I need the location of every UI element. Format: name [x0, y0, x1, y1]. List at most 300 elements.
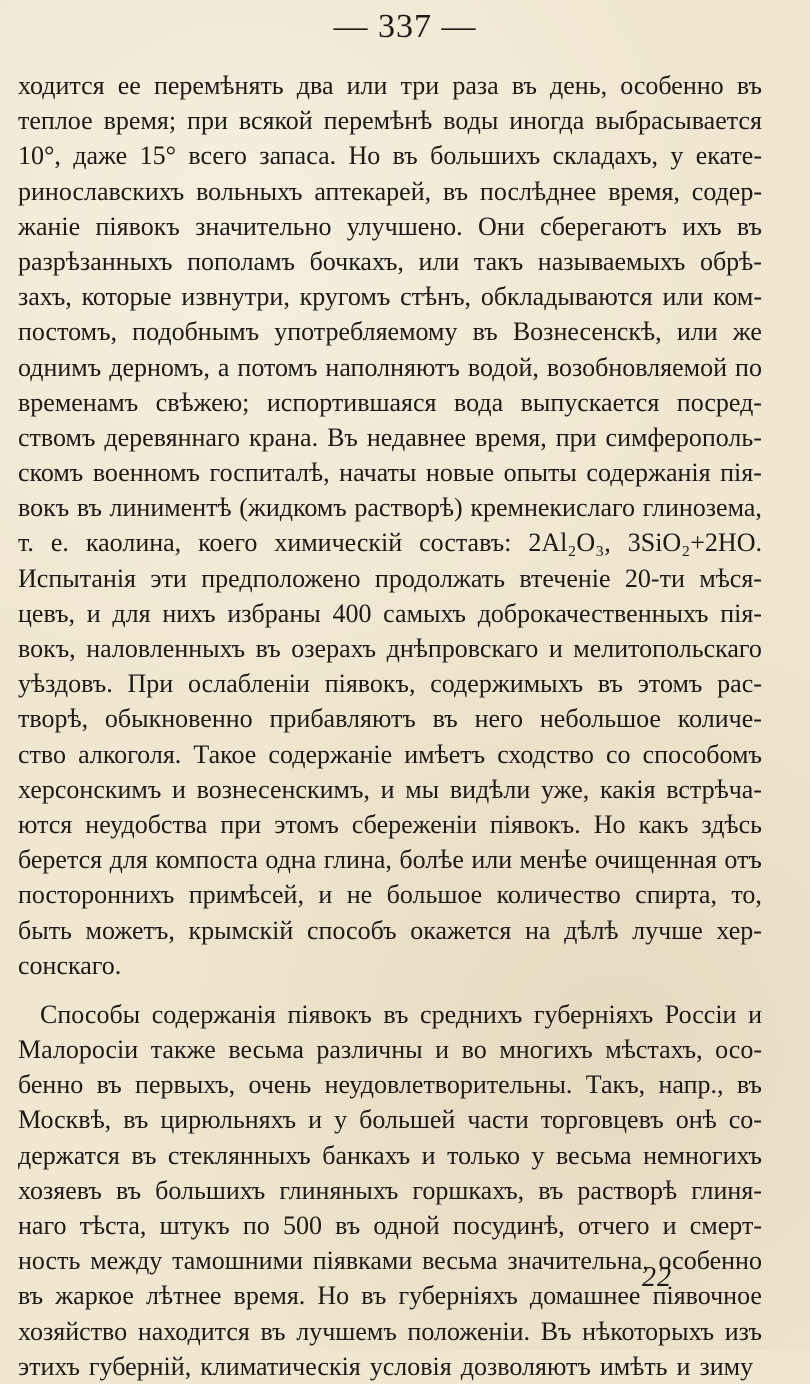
word: называемыхъ [537, 246, 686, 276]
word: сходство [497, 739, 594, 769]
word: 400 [332, 598, 372, 628]
word: цирюльняхъ [160, 1105, 297, 1135]
word: берется [18, 845, 103, 875]
word: этомъ [637, 669, 703, 699]
text-line [18, 314, 762, 349]
word: ослабленіи [188, 669, 310, 699]
word: піявочное [652, 1281, 762, 1311]
word: въ [260, 1316, 286, 1346]
word: хозяйство [18, 1316, 128, 1346]
word: первыхъ, [135, 1070, 236, 1100]
word: деревяннаго [104, 422, 240, 452]
text-line [18, 596, 762, 631]
word: какія [599, 774, 656, 804]
word: Но [593, 809, 626, 839]
word: глина, [323, 845, 392, 875]
page-number: — 337 — [333, 8, 477, 45]
word: ком- [713, 282, 762, 312]
word: наловленныхъ [86, 634, 246, 663]
word: пополамъ [187, 246, 295, 276]
word: лучшемъ [296, 1316, 397, 1346]
word: неудовлетворительны. [324, 1070, 573, 1100]
text-line [18, 842, 762, 877]
word: постороннихъ [18, 880, 175, 910]
word: же [732, 317, 762, 347]
text-line [18, 490, 762, 525]
word: напр., [658, 1070, 724, 1100]
word: и [318, 880, 333, 910]
word: то, [731, 880, 762, 910]
word: у [531, 1140, 545, 1170]
word: Въ [327, 422, 358, 452]
word: примѣсей, [188, 880, 304, 910]
word: и [380, 774, 395, 804]
word: и [662, 1211, 677, 1240]
word: немногихъ [643, 1140, 762, 1170]
word: также [150, 1035, 216, 1065]
word: пія- [720, 598, 762, 628]
word: весьма [422, 1246, 498, 1276]
word: всего [188, 141, 247, 171]
word: (жидкомъ [239, 493, 347, 523]
word: болѣе [399, 845, 464, 875]
word: каолина, [85, 528, 182, 558]
word: въ [18, 1281, 44, 1311]
word: Такое [193, 739, 257, 769]
word: быть [18, 915, 72, 945]
word: лучше [632, 915, 703, 945]
word: озерахъ [291, 634, 377, 663]
word: мелитопольскаго [573, 634, 762, 663]
word: онѣ [675, 1105, 717, 1135]
word: или [418, 246, 460, 276]
word: по [735, 352, 762, 382]
word: доброкачественныхъ [477, 598, 709, 628]
text-paragraphs [18, 68, 762, 1384]
text-line [18, 701, 762, 736]
paragraph [18, 68, 762, 983]
paragraph [18, 997, 762, 1384]
word: запаса. [259, 141, 337, 171]
text-line [18, 1032, 762, 1067]
word: въ [335, 1211, 361, 1240]
word: въ [538, 1175, 564, 1205]
word: піявокъ, [324, 669, 416, 699]
word: творѣ, [18, 704, 89, 734]
word: уже, [540, 774, 590, 804]
word: условія [369, 1351, 452, 1381]
word: Испытанія [18, 563, 137, 593]
word: спирта, [635, 880, 717, 910]
word: него [474, 704, 524, 734]
text-line [18, 68, 762, 103]
word: встрѣча- [666, 774, 762, 804]
word: глиня- [691, 1175, 762, 1205]
word: улучшено. [346, 211, 463, 241]
text-line [18, 138, 762, 173]
word: посред- [676, 387, 762, 417]
word: ются [18, 809, 73, 839]
word: при [220, 809, 262, 839]
word: только [447, 1140, 520, 1170]
word: дѣлѣ [564, 915, 619, 945]
word: большей [359, 1105, 456, 1135]
word: алкоголя. [78, 739, 182, 769]
word: среднихъ [420, 999, 523, 1029]
word: губерній, [88, 1351, 192, 1381]
word: лѣтнее [145, 1281, 222, 1311]
word: уѣздовъ. [18, 669, 113, 699]
word: Такъ, [585, 1070, 646, 1100]
word: Но [317, 1281, 350, 1311]
word: Москвѣ, [18, 1105, 112, 1135]
word: дозволяютъ [460, 1351, 591, 1381]
word: значительна, [507, 1246, 649, 1276]
word: способъ [306, 915, 397, 945]
word: для [109, 845, 148, 875]
word: время, [608, 176, 680, 206]
text-line [18, 455, 762, 490]
word: особенно [620, 71, 724, 100]
word: время, [475, 422, 547, 452]
word: нихъ [162, 598, 216, 628]
word: Они [478, 211, 525, 241]
word: при [187, 106, 228, 136]
word: которые [81, 282, 172, 312]
text-line [18, 209, 762, 244]
word: подобнымъ [132, 317, 260, 347]
word: линиментѣ [109, 493, 232, 523]
word: во [461, 1035, 487, 1065]
word: въ [383, 999, 409, 1029]
word: 15° [139, 141, 176, 171]
word: очищенная [594, 845, 717, 875]
word: предположено [201, 563, 361, 593]
word: сберегаютъ [539, 211, 667, 241]
word: губерніяхъ [398, 1281, 518, 1311]
word: свѣжею; [155, 387, 250, 417]
word: положеніи. [407, 1316, 531, 1346]
word: воды [443, 106, 499, 136]
word: отчего [577, 1211, 650, 1240]
word: и [308, 1105, 323, 1135]
word: выбрасывается [595, 106, 762, 136]
word: не [346, 880, 373, 910]
word: содержанія [151, 999, 276, 1029]
word: одной [373, 1211, 440, 1240]
word: цевъ, [18, 598, 76, 628]
word: сбереженіи [351, 809, 477, 839]
word: употребляемому [274, 317, 458, 347]
word: т. [18, 528, 34, 558]
text-line [18, 877, 762, 912]
word: вольныхъ [196, 176, 303, 206]
word: а [217, 352, 230, 382]
signature-mark: 22 [642, 1262, 672, 1293]
page-body [18, 68, 762, 1384]
word: наполняютъ [325, 352, 460, 382]
word: скомъ [18, 458, 84, 488]
word: обрѣ- [699, 246, 762, 276]
text-line [18, 1349, 762, 1384]
word: днѣпровскаго [386, 634, 539, 663]
word: е. [50, 528, 69, 558]
word: бенно [18, 1070, 84, 1100]
word: или [676, 317, 718, 347]
word: и [748, 999, 762, 1029]
word: піявокъ [95, 211, 180, 241]
word: нѣкоторыхъ [582, 1316, 715, 1346]
text-line [18, 279, 762, 314]
word: потомъ [237, 352, 318, 382]
word: постомъ, [18, 317, 118, 347]
word: мѣстахъ, [605, 1035, 703, 1065]
word: количество [496, 880, 621, 910]
word: крана. [248, 422, 319, 452]
word: содержимыхъ [430, 669, 584, 699]
word: продолжать [374, 563, 505, 593]
word: видѣли [449, 774, 531, 804]
word: перемѣнѣ [323, 106, 433, 136]
text-line [18, 807, 762, 842]
word: 2Al₂O₃, [528, 528, 611, 558]
word: перемѣнять [153, 71, 284, 100]
word: крымскій [188, 915, 294, 945]
word: количе- [677, 704, 762, 734]
word: значительно [195, 211, 332, 241]
word: рас- [717, 669, 762, 699]
word: окажется [410, 915, 512, 945]
word: и [548, 634, 563, 663]
word: губерніяхъ [533, 999, 654, 1029]
word: здѣсь [701, 809, 762, 839]
word: новые [425, 458, 495, 488]
text-line [18, 174, 762, 209]
word: этихъ [18, 1351, 80, 1381]
text-line [18, 525, 762, 560]
word: разрѣзанныхъ [18, 246, 173, 276]
word: жаркое [55, 1281, 134, 1311]
word: химическій [274, 528, 403, 558]
text-line [18, 103, 762, 138]
word: въ [432, 704, 458, 734]
word: ходится [18, 71, 105, 100]
text-line [18, 1173, 762, 1208]
word: прибавляютъ [269, 704, 416, 734]
word: Способы [40, 999, 141, 1029]
word: въ [115, 1175, 142, 1205]
word: части [467, 1105, 529, 1135]
word: 3SiO₂+2HO. [627, 528, 762, 558]
word: смерт- [689, 1211, 762, 1240]
word: въ [736, 1070, 762, 1100]
text-line [18, 420, 762, 455]
word: самыхъ [383, 598, 466, 628]
word: жаніе [18, 211, 81, 241]
text-line [18, 1067, 762, 1102]
word: въ [442, 176, 469, 206]
word: складахъ, [552, 141, 659, 171]
word: мѣся- [699, 563, 762, 593]
word: извнутри, [181, 282, 290, 312]
word: въ [597, 669, 623, 699]
word: вокъ, [18, 634, 76, 663]
word: и [421, 1140, 436, 1170]
word: вокъ [18, 493, 70, 523]
text-line [18, 1208, 762, 1243]
word: растворѣ [577, 1175, 678, 1205]
word: большихъ [155, 1175, 266, 1205]
word: возобновляемой [546, 352, 728, 382]
word: избраны [227, 598, 321, 628]
word: способомъ [642, 739, 762, 769]
word: въ [736, 71, 762, 100]
word: держатся [18, 1140, 120, 1170]
text-line [18, 1102, 762, 1137]
word: менѣе [519, 845, 588, 875]
word: раза [452, 71, 499, 100]
text-line [18, 913, 762, 948]
word: 10°, [18, 141, 61, 171]
text-line [18, 631, 762, 666]
word: даже [73, 141, 128, 171]
word: климатическія [200, 1351, 361, 1381]
word: 500 [282, 1211, 322, 1240]
word: въ [76, 493, 102, 523]
word: Малоросіи [18, 1035, 139, 1065]
word: теплое [18, 106, 93, 136]
word: ствомъ [18, 422, 96, 452]
word: кругомъ [299, 282, 391, 312]
word: и [676, 1351, 691, 1381]
word: обкладываются [480, 282, 653, 312]
word: При [127, 669, 174, 699]
word: неудобства [85, 809, 208, 839]
word: въ [255, 634, 281, 663]
word: въ [511, 71, 537, 100]
word: ность [18, 1246, 81, 1276]
word: бочкахъ, [309, 246, 404, 276]
word: со [605, 739, 631, 769]
word: при [555, 422, 597, 452]
word: или [471, 845, 513, 875]
word: для [112, 598, 151, 628]
word: весьма [228, 1035, 304, 1065]
word: имѣть [599, 1351, 668, 1381]
word: время; [103, 106, 177, 136]
word: одна [265, 845, 317, 875]
word: большихъ [430, 141, 541, 171]
word: такъ [473, 246, 524, 276]
word: весьма [556, 1140, 632, 1170]
word: симферополь- [605, 422, 762, 452]
word: два [296, 71, 334, 100]
word: стѣнъ, [400, 282, 472, 312]
word: или [662, 282, 704, 312]
word: захъ, [18, 282, 72, 312]
word: стеклянныхъ [167, 1140, 311, 1170]
paragraph-gap [18, 983, 762, 997]
word: и [435, 1035, 450, 1065]
text-line [18, 1314, 762, 1349]
word: всякой [238, 106, 313, 136]
word: втеченіе [519, 563, 611, 593]
word: содер- [691, 176, 762, 206]
word: обыкновенно [104, 704, 253, 734]
word: Вознесенскѣ, [512, 317, 662, 347]
word: хозяевъ [18, 1175, 102, 1205]
word: тамошними [172, 1246, 303, 1276]
word: опыты [503, 458, 577, 488]
word: многихъ [499, 1035, 593, 1065]
word: 20-ти [624, 563, 685, 593]
word: между [90, 1246, 163, 1276]
text-line [18, 737, 762, 772]
word: компоста [155, 845, 258, 875]
word: глинозема, [642, 493, 762, 523]
word: аптекарей, [314, 176, 432, 206]
text-line [18, 385, 762, 420]
word: торговцевъ [540, 1105, 664, 1135]
word: изъ [724, 1316, 762, 1346]
word: піявокъ. [489, 809, 581, 839]
word: растворѣ) [354, 493, 463, 523]
word: кремнекислаго [470, 493, 636, 523]
word: горшкахъ, [412, 1175, 525, 1205]
word: наго [18, 1211, 67, 1240]
word: вода [453, 387, 504, 417]
word: можетъ, [85, 915, 175, 945]
word: ихъ [682, 211, 722, 241]
text-line [18, 244, 762, 279]
word: по [242, 1211, 270, 1240]
word: хер- [716, 915, 762, 945]
word: у [670, 141, 684, 171]
word: имѣетъ [404, 739, 486, 769]
word: ее [117, 71, 141, 100]
word: испортившаяся [266, 387, 437, 417]
word: домашнее [529, 1281, 641, 1311]
word: пія- [720, 458, 762, 488]
word: херсонскимъ [18, 774, 162, 804]
text-line [18, 1138, 762, 1173]
word: эти [150, 563, 187, 593]
word: составъ: [419, 528, 512, 558]
word: осо- [715, 1035, 762, 1065]
word: день, [550, 71, 608, 100]
word: въ [361, 1281, 387, 1311]
word: сонскаго. [18, 950, 122, 980]
text-line [18, 350, 762, 385]
word: содержаніе [268, 739, 393, 769]
word: отъ [724, 845, 762, 875]
text-line [18, 561, 762, 596]
word: однимъ [18, 352, 102, 382]
word: со- [728, 1105, 762, 1135]
word: въ [131, 1140, 157, 1170]
text-line [18, 948, 762, 983]
word: екате- [695, 141, 762, 171]
word: выпускается [520, 387, 660, 417]
word: какъ [638, 809, 689, 839]
word: піявками [312, 1246, 413, 1276]
word: госпиталѣ, [209, 458, 330, 488]
word: водой, [467, 352, 539, 382]
word: піявокъ [287, 999, 372, 1029]
word: дерномъ, [109, 352, 210, 382]
word: зиму [699, 1351, 754, 1381]
word: мы [405, 774, 440, 804]
